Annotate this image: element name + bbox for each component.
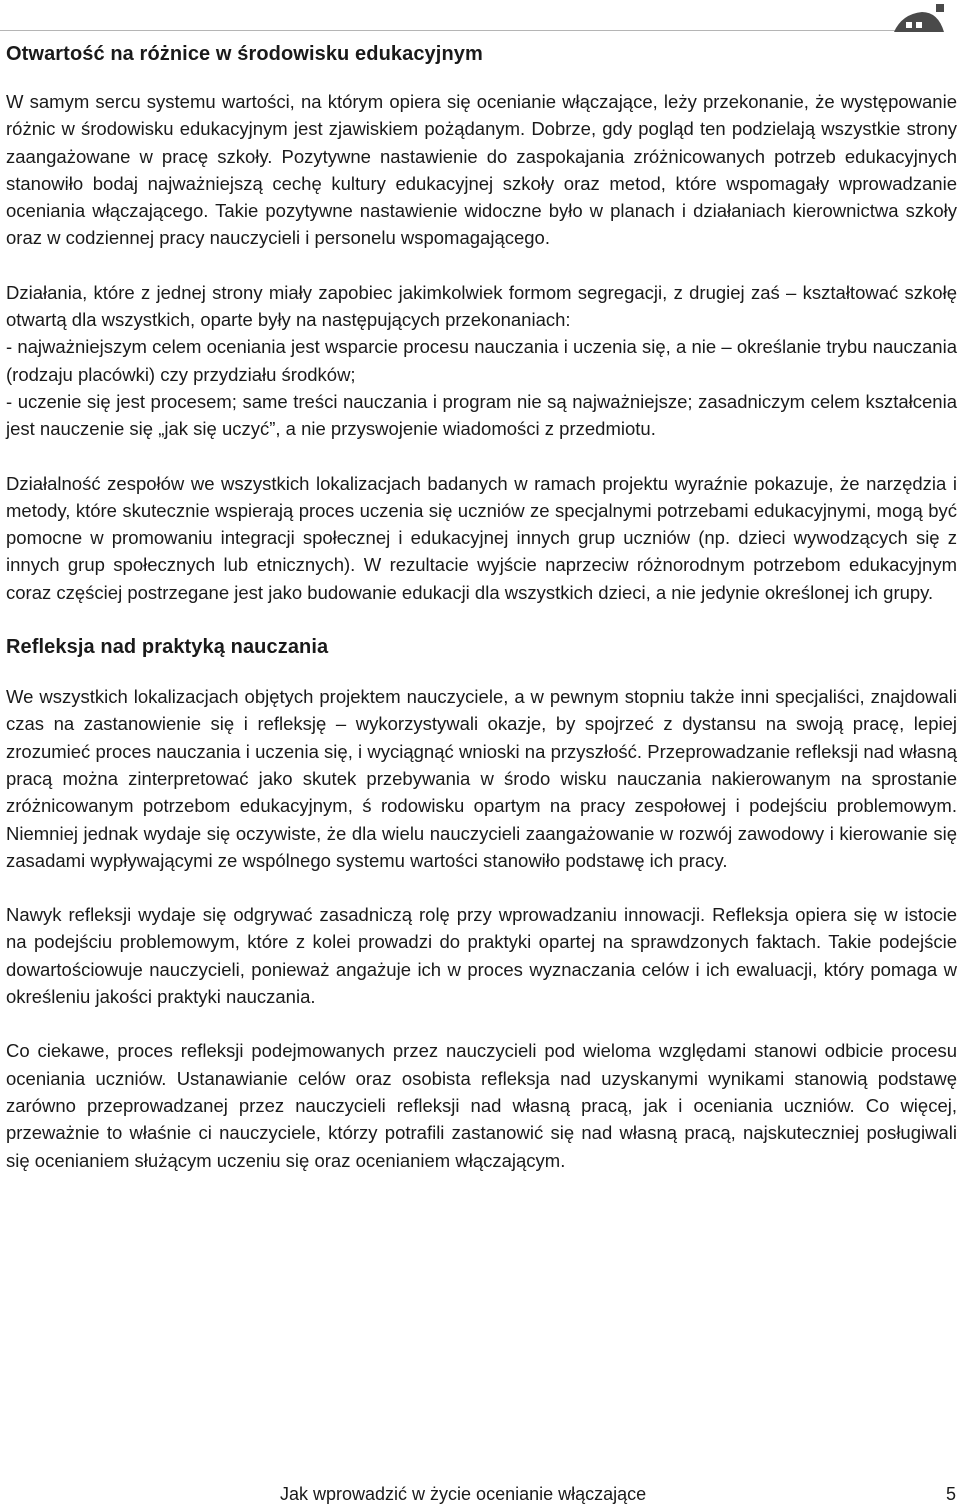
publisher-logo-icon	[892, 4, 948, 34]
paragraph: Co ciekawe, proces refleksji podejmowanych przez nauczycieli pod wieloma względami stanowi odbicie procesu oceniania uczniów. Ustanawianie celów oraz osobista refleksja nad uzyskanymi wynikami stanowią podstawę zarówno przeprowadzanej przez nauczycieli refleksji nad własną pracą, jak i oceniania uczniów. Co więcej, przeważnie to właśnie ci nauczyciele, którzy potrafili zastanowić się nad własną pracą, najskuteczniej posługiwali się ocenianiem służącym uczeniu się oraz ocenianiem włączającym.	[6, 1040, 957, 1171]
footer-title: Jak wprowadzić w życie ocenianie włączające	[280, 1484, 647, 1504]
paragraph-with-list	[6, 279, 957, 443]
section-heading-reflection: Refleksja nad praktyką nauczania	[6, 636, 329, 659]
list-intro: Działania, które z jednej strony miały zapobiec jakimkolwiek formom segregacji, z drugiej zaś – kształtować szkołę otwartą dla wszystkich, oparte były na następujących przekonaniach:	[6, 281, 957, 331]
list-item: - uczenie się jest procesem; same treści nauczania i program nie są najważniejsze; zasadniczym celem kształcenia jest nauczenie się „jak się uczyć”, a nie przyswojenie wiadomości z przedmiotu.	[6, 390, 957, 440]
paragraph: We wszystkich lokalizacjach objętych projektem nauczyciele, a w pewnym stopniu także inni specjaliści, znajdowali czas na zastanowienie się i refleksję – wykorzystywali okazje, by spojrzeć z dystansu na swoją pracę, lepiej zrozumieć proces nauczania i uczenia się, i wyciągnąć wnioski na przyszłość. Przeprowadzanie refleksji nad własną pracą można zinterpretować jako skutek przebywania w środo wisku nauczania nakierowanym na sprostanie zróżnicowanym potrzebom edukacyjnym, ś rodowisku opartym na pracy zespołowej i podejściu problemowym. Niemniej jednak wydaje się oczywiste, że dla wielu nauczycieli zaangażowanie w rozwój zawodowy i kierowanie się zasadami wypływającymi ze wspólnego systemu wartości stanowiło podstawę ich pracy.	[6, 686, 957, 871]
paragraph: Działalność zespołów we wszystkich lokalizacjach badanych w ramach projektu wyraźnie pokazuje, że narzędzia i metody, które skutecznie wspierają proces uczenia się uczniów ze specjalnymi potrzebami edukacyjnymi, mogą być pomocne w promowaniu integracji społecznej i edukacyjnej innych grup uczniów (np. dzieci wywodzących się z innych grup społecznych lub etnicznych). W rezultacie wyjście naprzeciw różnorodnym potrzebom edukacyjnym coraz częściej postrzegane jest jako budowanie edukacji dla wszystkich dzieci, a nie jedynie określonej ich grupy.	[6, 472, 957, 603]
document-body	[6, 40, 957, 1201]
page-footer	[0, 1484, 960, 1506]
paragraph: Nawyk refleksji wydaje się odgrywać zasadniczą rolę przy wprowadzaniu innowacji. Refleksja opiera się w istocie na podejściu problemowym, które z kolei prowadzi do praktyki opartej na sprawdzonych faktach. Takie podejście dowartościowuje nauczycieli, ponieważ angażuje ich w proces wyznaczania celów i ich ewaluacji, który pomaga w określeniu jakości praktyki nauczania.	[6, 904, 957, 1008]
section-heading-openness: Otwartość na różnice w środowisku edukacyjnym	[6, 43, 483, 65]
header-rule	[0, 30, 898, 31]
page-number: 5	[946, 1484, 957, 1504]
list-item: - najważniejszym celem oceniania jest wsparcie procesu nauczania i uczenia się, a nie – określanie trybu nauczania (rodzaju placówki) czy przydziału środków;	[6, 336, 957, 385]
paragraph: W samym sercu systemu wartości, na którym opiera się ocenianie włączające, leży przekonanie, że występowanie różnic w środowisku edukacyjnym jest zjawiskiem pożądanym. Dobrze, gdy pogląd ten podzielają wszystkie strony zaangażowane w pracę szkoły. Pozytywne nastawienie do zaspokajania zróżnicowanych potrzeb edukacyjnych stanowiło bodaj najważniejszą cechę kultury edukacyjnej szkoły oraz metod, które wspomagały wprowadzanie oceniania włączającego. Takie pozytywne nastawienie widoczne było w planach i działaniach kierownictwa szkoły oraz w codziennej pracy nauczycieli i personelu wspomagającego.	[6, 91, 957, 249]
